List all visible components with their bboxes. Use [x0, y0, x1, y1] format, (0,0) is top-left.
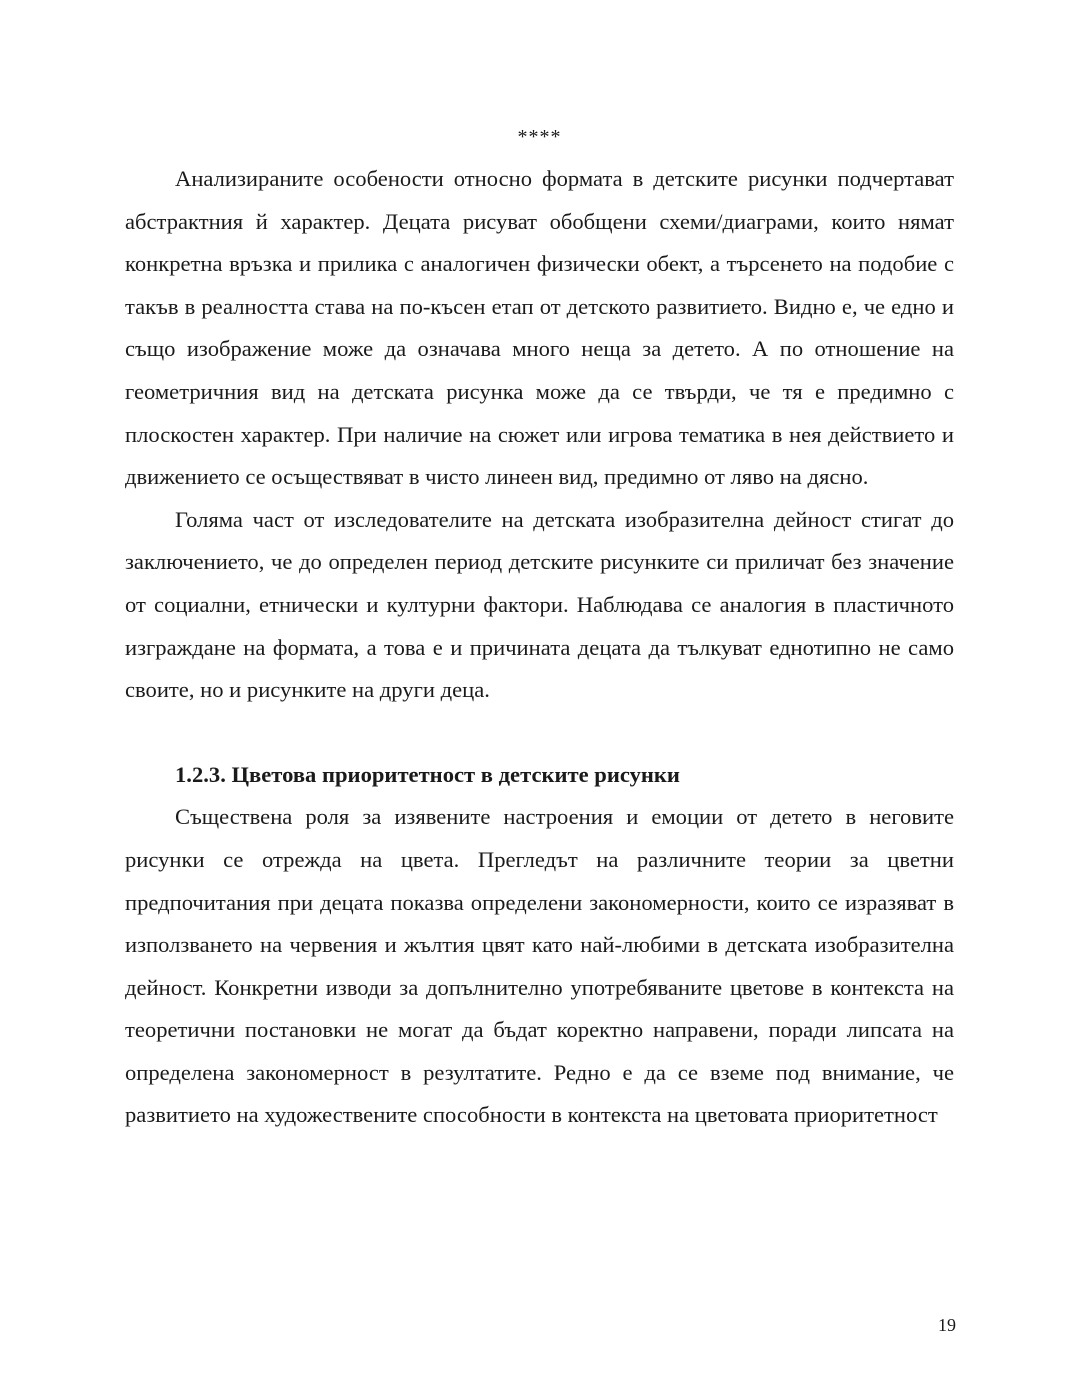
paragraph-researchers: Голяма част от изследователите на детската изобразителна дейност стигат до заключението, че до определен период детските рисунките си приличат без значение от социални, етнически и културни фактори. Наблюдава се аналогия в пластичното изграждане на формата, а това е и причината децата да тълкуват еднотипно не само своите, но и рисунките на други деца. — [125, 506, 954, 703]
section-heading: 1.2.3. Цветова приоритетност в детските рисунки — [175, 761, 680, 787]
page-number: 19 — [938, 1315, 956, 1335]
paragraph-color-priority: Съществена роля за изявените настроения и емоции от детето в неговите рисунки се отрежда на цвета. Прегледът на различните теории за цветни предпочитания при децата показва определени закономерности, които се изразяват в използването на червения и жълтия цвят като най-любими в детската изобразителна дейност. Конкретни изводи за допълнително употребяваните цветове в контекста на теоретични постановки не могат да бъдат коректно направени, поради липсата на определена закономерност в резултатите. Редно е да се вземе под внимание, че развитието на художествените способности в контекста на цветовата приоритетност — [125, 804, 954, 1128]
paragraph-form-analysis: Анализираните особености относно формата в детските рисунки подчертават абстрактния й характер. Децата рисуват обобщени схеми/диаграми, които нямат конкретна връзка и прилика с аналогичен физически обект, а търсенето на подобие с такъв в реалността става на по-късен етап от детското развитието. Видно е, че едно и също изображение може да означава много неща за детето. А по отношение на геометричния вид на детската рисунка може да се твърди, че тя е предимно с плоскостен характер. При наличие на сюжет или игрова тематика в нея действието и движението се осъществяват в чисто линеен вид, предимно от ляво на дясно. — [125, 166, 954, 490]
section-separator: **** — [517, 126, 562, 148]
document-page — [125, 116, 954, 1137]
